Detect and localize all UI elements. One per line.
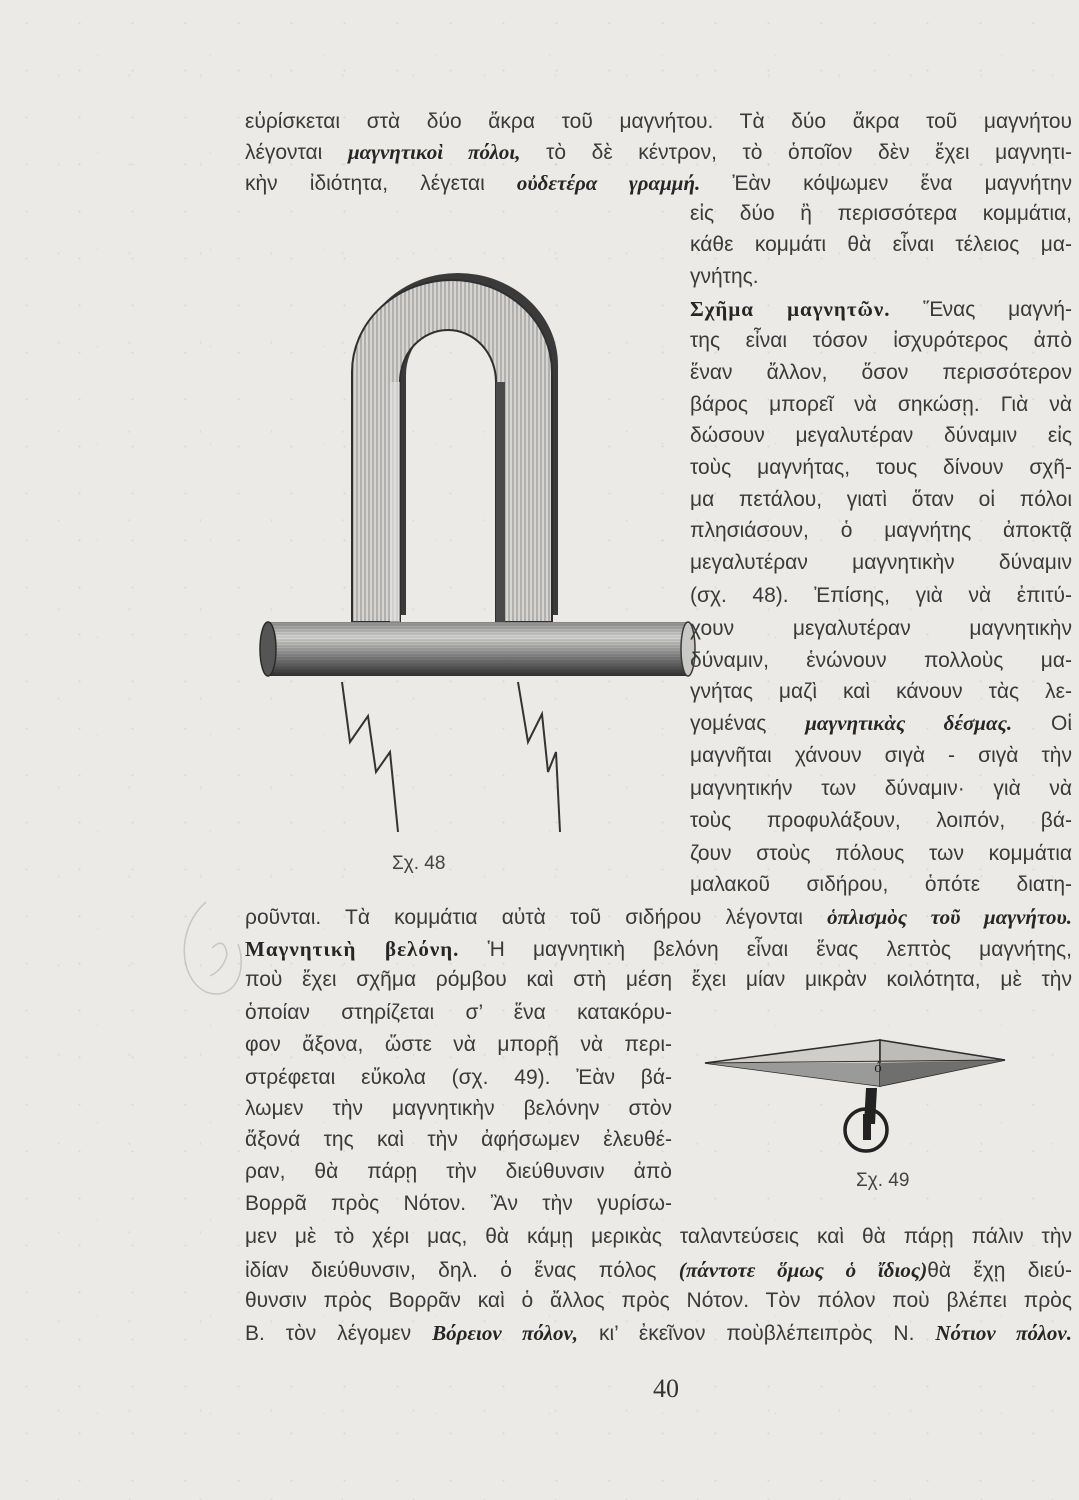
text-line: [690, 616, 1072, 642]
emphasized-term: μαγνητικοὶ πόλοι,: [347, 140, 521, 164]
figure-48-caption: Σχ. 48: [392, 853, 446, 874]
text-line: [245, 1096, 672, 1122]
text-line: [690, 583, 1072, 609]
text-line: [245, 1032, 672, 1058]
text-run: κὴν ἰδιότητα, λέγεται: [245, 172, 517, 195]
text-line: [245, 936, 1072, 962]
text-run: δώσουν μεγαλυτέραν δύναμιν εἰς: [690, 424, 1072, 447]
text-run: ραν, θὰ πάρῃ τὴν διεύθυνσιν ἀπὸ: [245, 1160, 672, 1183]
text-line: [245, 139, 1072, 165]
lightning-right: [518, 682, 560, 832]
text-run: θυνσιν πρὸς Βορρᾶν καὶ ὁ ἄλλος πρὸς Νότον. Τὸν πόλον ποὺ βλέπει πρὸς: [245, 1289, 1072, 1312]
text-run: μαλακοῦ σιδήρου, ὁπότε διατη-: [690, 873, 1072, 896]
section-heading: Σχῆμα μαγνητῶν.: [690, 297, 891, 321]
text-line: [690, 776, 1072, 802]
text-line: [245, 1127, 672, 1153]
text-run: μαγνητικήν των δύναμιν· γιὰ νὰ: [690, 777, 1072, 800]
text-line: [245, 1320, 1072, 1346]
text-run: ροῦνται. Τὰ κομμάτια αὐτὰ τοῦ σιδήρου λέγονται: [245, 906, 828, 929]
text-line: [690, 743, 1072, 769]
text-line: [690, 232, 1072, 258]
text-run: εὑρίσκεται στὰ δύο ἄκρα τοῦ μαγνήτου. Τὰ δύο ἄκρα τοῦ μαγνήτου: [245, 110, 1072, 133]
page-number: 40: [653, 1374, 679, 1403]
text-run: κάθε κομμάτι θὰ εἶναι τέλειος μα-: [690, 233, 1072, 256]
text-line: [245, 1065, 672, 1091]
text-line: [245, 1224, 1072, 1250]
pivot: [845, 1088, 887, 1151]
text-run: (σχ. 48). Ἐπίσης, γιὰ νὰ ἐπιτύ-: [690, 584, 1072, 607]
text-line: [690, 648, 1072, 674]
horseshoe-magnet: [352, 273, 558, 622]
text-line: [690, 392, 1072, 418]
text-run: εἰς δύο ἢ περισσότερα κομμάτια,: [690, 202, 1072, 225]
text-run: ποὺ ἔχει σχῆμα ρόμβου καὶ στὴ μέση ἔχει μίαν μικρὰν κοιλότητα, μὲ τὴν: [245, 968, 1072, 991]
text-line: [245, 109, 1072, 135]
text-run: στρέφεται εὔκολα (σχ. 49). Ἐὰν βά-: [245, 1066, 672, 1089]
text-run: μαγνῆται χάνουν σιγὰ - σιγὰ τὴν: [690, 744, 1072, 767]
text-run: ἕναν ἄλλον, ὅσον περισσότερον: [690, 361, 1072, 384]
text-line: [245, 904, 1072, 930]
text-run: χουν μεγαλυτέραν μαγνητικὴν: [690, 617, 1072, 640]
needle-mark: ό: [874, 1060, 882, 1076]
text-line: [690, 423, 1072, 449]
text-line: [690, 710, 1072, 736]
text-line: [690, 296, 1072, 322]
text-run: βάρος μπορεῖ νὰ σηκώσῃ. Γιὰ νὰ: [690, 393, 1072, 416]
magnetic-needle: [705, 1040, 1005, 1086]
text-run: Βορρᾶ πρὸς Νότον. Ἂν τὴν γυρίσω-: [245, 1192, 672, 1215]
text-run: ὁποίαν στηρίζεται σ’ ἕνα κατακόρυ-: [245, 1001, 672, 1024]
text-line: [690, 455, 1072, 481]
text-line: [245, 1000, 672, 1026]
text-run: κι’ ἐκεῖνον ποὺβλέπειπρὸς Ν.: [578, 1322, 936, 1345]
lightning-left: [342, 682, 398, 832]
text-line: [690, 264, 1072, 290]
text-line: [245, 1159, 672, 1185]
text-line: [690, 808, 1072, 834]
text-line: [690, 679, 1072, 705]
text-line: [245, 170, 1072, 196]
text-run: ζουν στοὺς πόλους των κομμάτια: [690, 842, 1072, 865]
text-run: πλησιάσουν, ὁ μαγνήτης ἀποκτᾷ: [690, 519, 1072, 542]
emphasized-term: ὁπλισμὸς τοῦ μαγνήτου.: [827, 905, 1072, 929]
text-line: [245, 967, 1072, 993]
section-heading: Μαγνητικὴ βελόνη.: [245, 937, 460, 961]
text-run: Β. τὸν λέγομεν: [245, 1322, 433, 1345]
text-line: [690, 328, 1072, 354]
text-line: [690, 550, 1072, 576]
text-run: τὸ δὲ κέντρον, τὸ ὁποῖον δὲν ἔχει μαγνητι-: [520, 141, 1073, 164]
emphasized-term: μαγνητικὰς δέσμας.: [805, 711, 1013, 735]
text-run: Ἕνας μαγνή-: [890, 298, 1073, 321]
emphasized-term: (πάντοτε ὅμως ὁ ἴδιος): [678, 1258, 928, 1282]
text-run: λωμεν τὴν μαγνητικὴν βελόνην στὸν: [245, 1097, 672, 1120]
text-line: [690, 841, 1072, 867]
text-run: δύναμιν, ἑνώνουν πολλοὺς μα-: [690, 649, 1072, 672]
text-line: [245, 1257, 1072, 1283]
text-run: της εἶναι τόσον ἰσχυρότερος ἀπὸ: [690, 329, 1072, 352]
text-run: ἰδίαν διεύθυνσιν, δηλ. ὁ ἕνας πόλος: [245, 1259, 679, 1282]
text-run: μεγαλυτέραν μαγνητικὴν δύναμιν: [690, 551, 1072, 574]
text-run: Ἐὰν κόψωμεν ἕνα μαγνήτην: [700, 172, 1072, 195]
text-run: τοὺς μαγνήτας, τους δίνουν σχῆ-: [690, 456, 1072, 479]
text-line: [690, 487, 1072, 513]
iron-rod: [260, 622, 695, 676]
text-line: [245, 1191, 672, 1217]
text-run: Οἱ: [1012, 712, 1072, 735]
figure-48: [260, 273, 695, 832]
text-run: μα πετάλου, γιατὶ ὅταν οἱ πόλοι: [690, 488, 1072, 511]
text-run: γνήτας μαζὶ καὶ κάνουν τὰς λε-: [690, 680, 1072, 703]
text-line: [690, 872, 1072, 898]
text-run: μεν μὲ τὸ χέρι μας, θὰ κάμῃ μερικὰς ταλαντεύσεις καὶ θὰ πάρῃ πάλιν τὴν: [245, 1225, 1072, 1248]
text-run: ἄξονά της καὶ τὴν ἀφήσωμεν ἐλευθέ-: [245, 1128, 672, 1151]
text-run: Ἡ μαγνητικὴ βελόνη εἶναι ἕνας λεπτὸς μαγνήτης,: [459, 938, 1073, 961]
emphasized-term: Νότιον πόλον.: [935, 1321, 1073, 1345]
figure-49: [705, 1040, 1005, 1151]
text-run: λέγονται: [245, 141, 348, 164]
text-run: γνήτης.: [690, 265, 759, 288]
text-line: [690, 518, 1072, 544]
text-run: τοὺς προφυλάξουν, λοιπόν, βά-: [690, 809, 1072, 832]
emphasized-term: Βόρειον πόλον,: [432, 1321, 579, 1345]
figure-49-caption: Σχ. 49: [856, 1170, 910, 1191]
text-run: γομένας: [690, 712, 806, 735]
text-line: [245, 1288, 1072, 1314]
text-line: [690, 201, 1072, 227]
text-run: θὰ ἔχῃ διεύ-: [927, 1259, 1072, 1282]
text-line: [690, 360, 1072, 386]
pencil-mark: [184, 902, 241, 994]
emphasized-term: οὐδετέρα γραμμή.: [516, 171, 701, 195]
text-run: φον ἄξονα, ὥστε νὰ μπορῇ νὰ περι-: [245, 1033, 672, 1056]
